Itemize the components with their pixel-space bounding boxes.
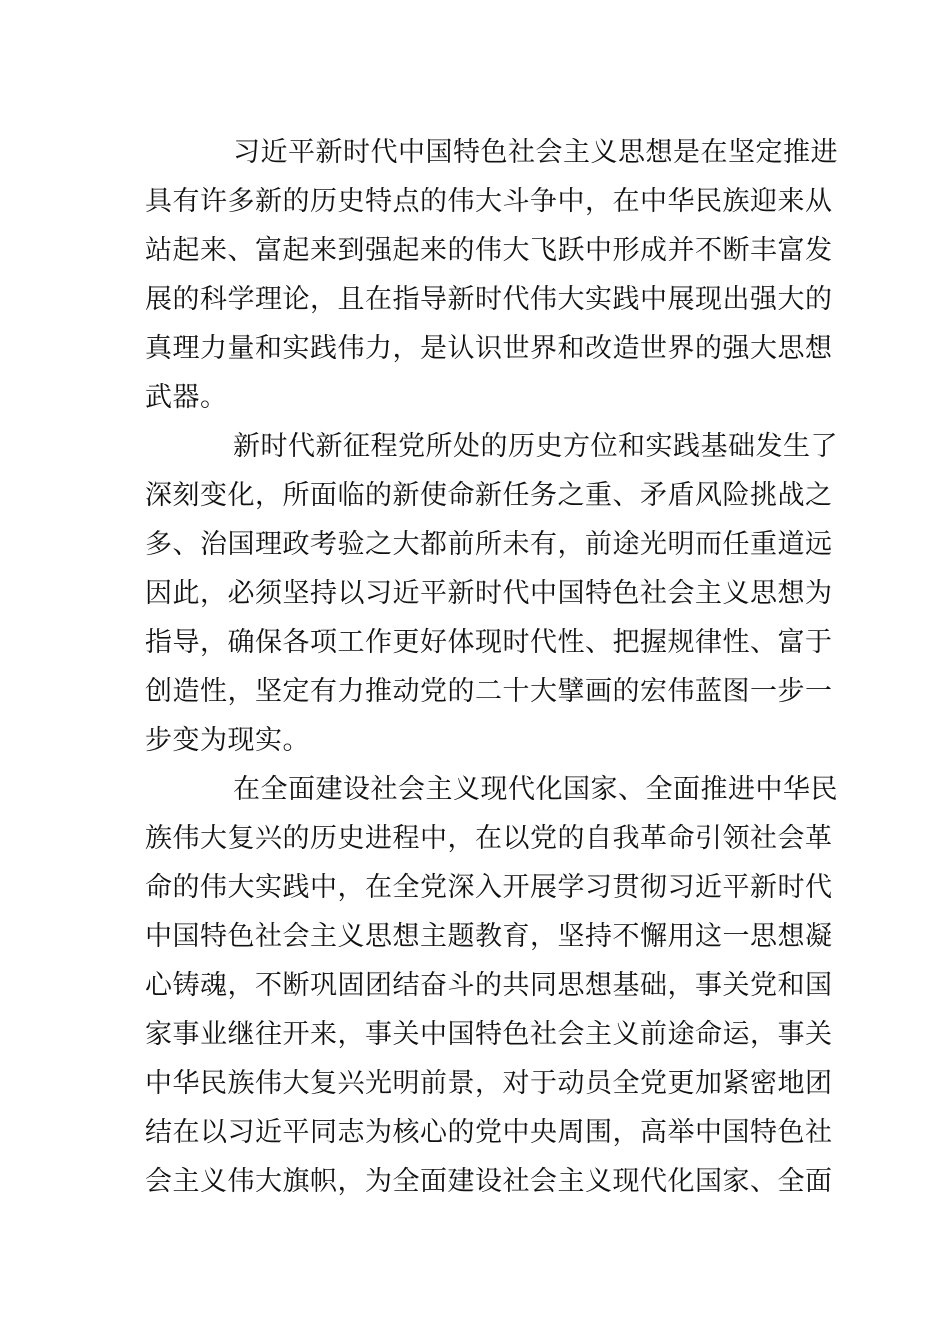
text-line: 心铸魂，不断巩固团结奋斗的共同思想基础，事关党和国 (145, 970, 833, 1001)
paragraph-3 (145, 765, 838, 1206)
text-line: 站起来、富起来到强起来的伟大飞跃中形成并不断丰富发 (145, 235, 833, 266)
paragraph-1 (145, 128, 838, 422)
text-line: 多、治国理政考验之大都前所未有，前途光明而任重道远 (145, 529, 833, 560)
text-line: 武器。 (145, 382, 228, 413)
text-line: 中国特色社会主义思想主题教育，坚持不懈用这一思想凝 (145, 921, 833, 952)
text-line: 家事业继往开来，事关中国特色社会主义前途命运，事关 (145, 1019, 833, 1050)
text-line: 习近平新时代中国特色社会主义思想是在坚定推进 (233, 137, 838, 168)
text-line: 步变为现实。 (145, 725, 310, 756)
text-line: 结在以习近平同志为核心的党中央周围，高举中国特色社 (145, 1117, 833, 1148)
text-line: 深刻变化，所面临的新使命新任务之重、矛盾风险挑战之 (145, 480, 833, 511)
text-line: 指导，确保各项工作更好体现时代性、把握规律性、富于 (145, 627, 833, 658)
text-line: 族伟大复兴的历史进程中，在以党的自我革命引领社会革 (145, 823, 833, 854)
text-line: 中华民族伟大复兴光明前景，对于动员全党更加紧密地团 (145, 1068, 833, 1099)
text-line: 因此，必须坚持以习近平新时代中国特色社会主义思想为 (145, 578, 833, 609)
text-line: 真理力量和实践伟力，是认识世界和改造世界的强大思想 (145, 333, 833, 364)
text-line: 创造性，坚定有力推动党的二十大擘画的宏伟蓝图一步一 (145, 676, 833, 707)
text-line: 展的科学理论，且在指导新时代伟大实践中展现出强大的 (145, 284, 833, 315)
text-line: 新时代新征程党所处的历史方位和实践基础发生了 (233, 431, 838, 462)
text-line: 命的伟大实践中，在全党深入开展学习贯彻习近平新时代 (145, 872, 833, 903)
text-line: 在全面建设社会主义现代化国家、全面推进中华民 (233, 774, 838, 805)
text-line: 具有许多新的历史特点的伟大斗争中，在中华民族迎来从 (145, 186, 833, 217)
document-body (145, 128, 838, 1206)
paragraph-2 (145, 422, 838, 765)
text-line: 会主义伟大旗帜，为全面建设社会主义现代化国家、全面 (145, 1166, 833, 1197)
